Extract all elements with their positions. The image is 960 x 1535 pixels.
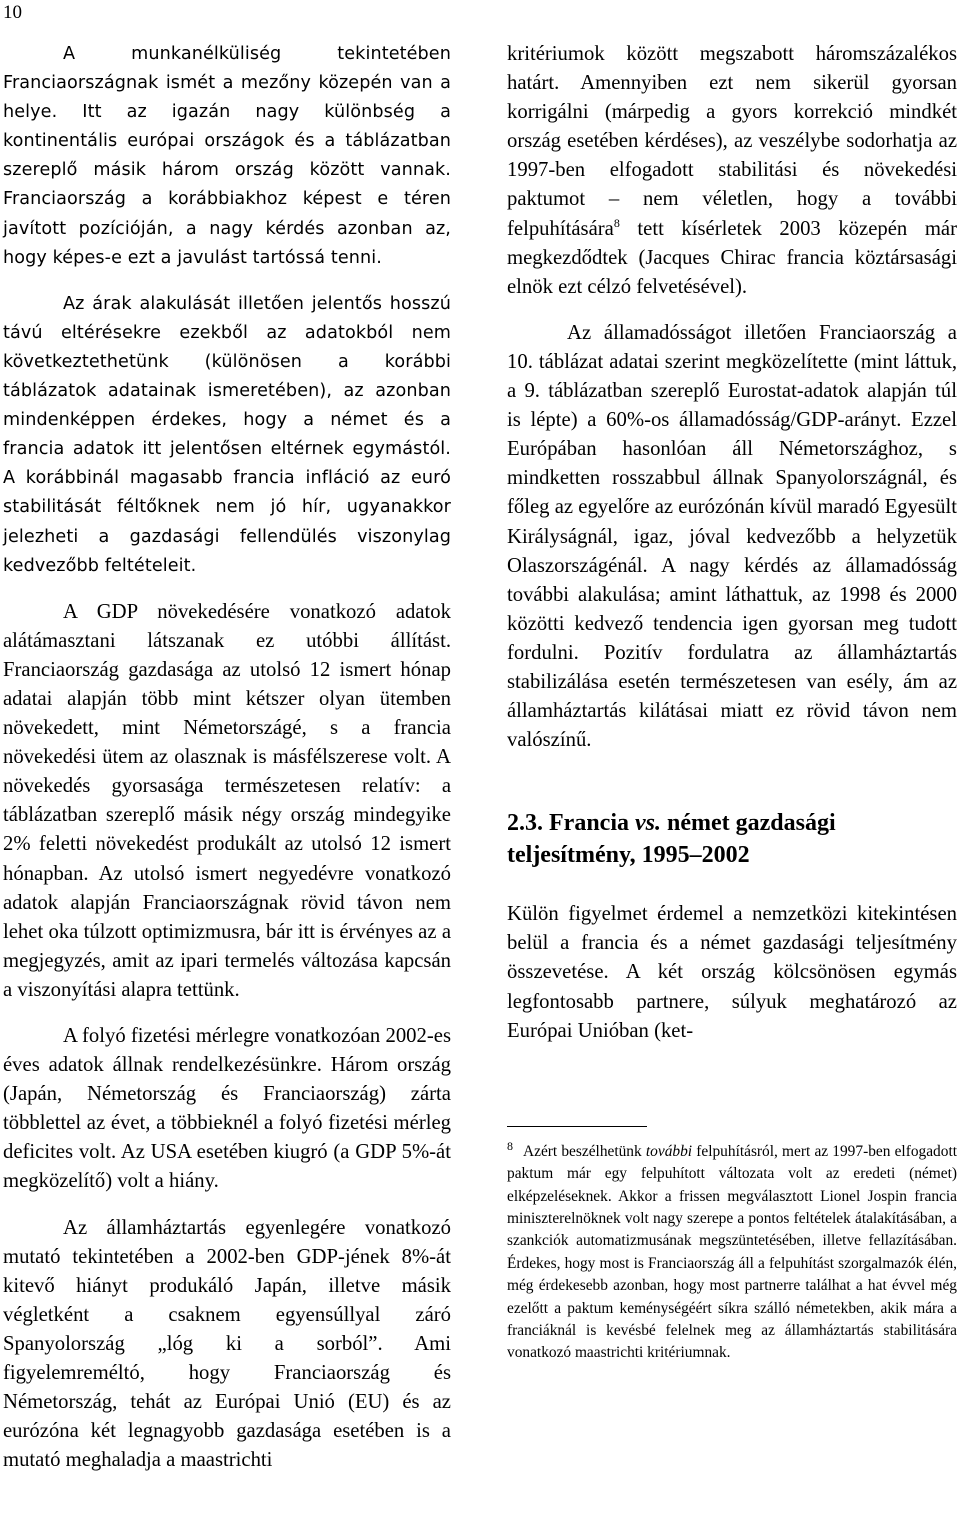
paragraph-maastricht-continuation — [507, 40, 957, 302]
footnote-text-start: Azért beszélhetünk — [523, 1142, 646, 1160]
paragraph-text-after-note: tett kísérletek 2003 közepén már megkezdődtek (Jacques Chirac francia köztársasági elnök ezt célzó felvetésével). — [507, 217, 957, 298]
paragraph-gdp: A GDP növekedésére vonatkozó adatok alátámasztani látszanak ez utóbbi állítást. Franciaország gazdasága az utolsó 12 ismert hónap adatai alapján több mint kétszer olyan ütemben növekedett, mint Németországé, s a francia növekedési ütem az olasznak is másfélszerese volt. A növekedés gyorsasága természetesen relatív: a táblázatban szereplő másik négy ország mindegyike 2% feletti növekedést produkált az utolsó 12 ismert hónapban. Az utolsó ismert negyedévre vonatkozó adatok alapján Franciaországnak rövid távon nem lehet oka túlzott optimizmusra, bár itt is érvényes az a megjegyzés, amit az ipari termelés változása kapcsán a viszonyítási alapra tettünk. — [3, 600, 451, 1001]
footnote-italic-word: további — [645, 1142, 693, 1160]
paragraph-current-account: A folyó fizetési mérlegre vonatkozóan 2002-es éves adatok állnak rendelkezésünkre. Három ország (Japán, Németország és Franciaország) zárta többlettel az évet, a többieknél a folyó fizetési mérleg deficites volt. Az USA esetében kiugró (a GDP 5%-át megközelítő) volt a hiány. — [3, 1025, 451, 1193]
section-heading-vs: vs. — [634, 810, 661, 837]
section-heading — [507, 807, 957, 871]
footnote — [507, 1138, 958, 1365]
section-heading-part2: német gazdasági teljesítmény, 1995–2002 — [507, 810, 836, 869]
paragraph-unemployment: A munkanélküliség tekintetében Franciaországnak ismét a mezőny közepén van a helye. Itt az igazán nagy különbség a kontinentális európai országok és a táblázatban szereplő másik három ország között vannak. Franciaország a korábbiakhoz képest e téren javított pozícióján, a nagy kérdés azonban az, hogy képes-e ezt a javulást tartóssá tenni. — [3, 44, 451, 268]
paragraph-budget-balance: Az államháztartás egyenlegére vonatkozó mutató tekintetében a 2002-ben GDP-jének 8%-át kitevő hiányt produkáló Japán, illetve másik végletként a csaknem egyensúllyal záró Spanyolország „lóg ki a sorból”. Ami figyelemreméltó, hogy Franciaország és Németország, tehát az Európai Unió (EU) és az eurózóna két legnagyobb gazdasága esetében is a mutató meghaladja a maastrichti — [3, 1216, 451, 1472]
paragraph-prices: Az árak alakulását illetően jelentős hosszú távú eltérésekre ezekből az adatokból nem következtethetünk (különösen a korábbi táblázatok adatainak ismeretében), az azonban mindenképpen érdekes, hogy a német és a francia adatok itt jelentősen eltérnek egymástól. A korábbinál magasabb francia infláció az euró stabilitását féltőknek nem jó hír, ugyanakkor jelezheti a gazdasági fellendülés viszonylag kedvezőbb feltételeit. — [3, 293, 451, 576]
right-column — [507, 40, 957, 1365]
paragraph-public-debt: Az államadósságot illetően Franciaország a 10. táblázat adatai szerint megközelítette (mint láttuk, a 9. táblázatban szereplő Eurostat-adatok alapján túl is lépte) a 60%-os államadósság/GDP-arányt. Ezzel Európában hasonlóan áll Németországhoz, s mindketten rosszabbul állnak Spanyolországnál, és főleg az egyelőre az eurózónán kívül maradó Egyesült Királyságnál, igaz, jóval kedvezőbb a helyzetük Olaszországénál. A nagy kérdés az államadósság további alakulása; amint láthattuk, az 1998 és 2000 közötti kedvező tendencia igen gyorsan meg tudott fordulni. Pozitív fordulatra az államháztartás stabilizálása esetén természetesen van esély, ám az államháztartás kilátásai miatt ez rövid távon nem valószínű. — [507, 321, 957, 752]
section-heading-part1: 2.3. Francia — [507, 810, 635, 837]
footnote-text-rest: felpuhításról, mert az 1997-ben elfogadott paktum már egy felpuhított változata volt az eredeti (német) elképzeléseknek. Akkor a frissen megválasztott Lionel Jospin francia miniszterelnöknek volt nagy szerepe a pontos feltételek átalakításában, a szankciók automatizmusának megszüntetésében, illetve fellazításában. Érdekes, hogy most is Franciaország áll a felpuhítást szorgalmazók élén, még érdekesebb azonban, hogy most partnerre találhat a hat évvel még ezelőtt a paktum keménységéért síkra szálló németekben, akik mára a franciáknál is kevésbé felelnek meg az államháztartás stabilitására vonatkozó maastrichti kritériumnak. — [507, 1142, 958, 1362]
paragraph-text-before-note: kritériumok között megszabott háromszázalékos határt. Amennyiben ezt nem sikerül gyorsan korrigálni (márpedig a gyors korrekció mindkét ország esetében kérdéses), az veszélybe sodorhatja az 1997-ben elfogadott stabilitási és növekedési paktumot – nem véletlen, hogy a további felpuhítására — [507, 43, 957, 240]
paragraph-comparison: Külön figyelmet érdemel a nemzetközi kitekintésen belül a francia és a német gazdasági teljesítmény összevetése. A két ország kölcsönösen egymás legfontosabb partnere, súlyuk meghatározó az Európai Unióban (ket- — [507, 903, 957, 1042]
footnote-number: 8 — [507, 1138, 513, 1153]
left-column — [3, 40, 451, 1475]
page-number: 10 — [3, 2, 22, 23]
footnote-reference: 8 — [613, 215, 620, 230]
footnote-separator — [507, 1126, 647, 1127]
